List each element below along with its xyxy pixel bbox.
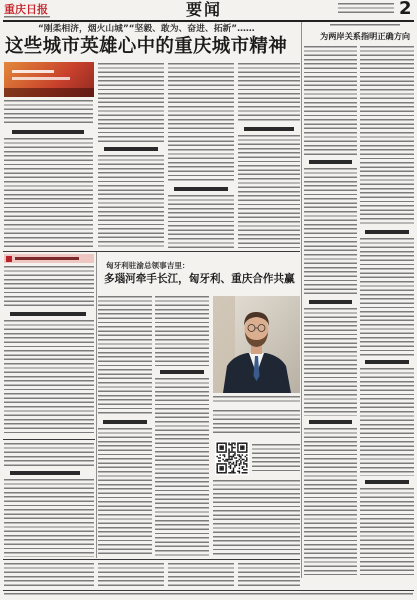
side-article-text [4,443,94,467]
qr-module [221,447,222,448]
qr-module [222,463,223,464]
qr-module [239,463,240,464]
qr-module [225,450,226,451]
qr-module [221,472,222,473]
qr-module [228,451,229,452]
qr-module [216,472,217,473]
qr-module [239,471,240,472]
qr-module [216,451,217,452]
qr-module [243,451,244,452]
qr-module [234,454,235,455]
qr-module [216,442,217,443]
qr-module [228,442,229,443]
qr-module [228,448,229,449]
qr-module [221,468,222,469]
qr-module [242,448,243,449]
qr-module [243,462,244,463]
qr-module [231,450,232,451]
qr-module [216,466,217,467]
qr-module [216,469,217,470]
qr-module [243,463,244,464]
qr-module [219,448,220,449]
qr-module [224,451,225,452]
qr-module [230,451,231,452]
qr-module [234,451,235,452]
qr-module [242,454,243,455]
qr-module [239,459,240,460]
qr-module [240,463,241,464]
right-column-rule [301,22,302,578]
qr-module [246,448,247,449]
qr-code-icon [215,441,249,475]
qr-module [231,471,232,472]
qr-module [228,459,229,460]
qr-module [243,459,244,460]
qr-module [234,442,235,443]
lead-article-banner-image [4,62,94,97]
qr-module [216,444,217,445]
feature-article-headline: 多瑙河牵手长江，匈牙利、重庆合作共赢 [104,273,295,285]
qr-module [228,457,229,458]
qr-module [240,462,241,463]
feature-article-text [98,428,152,557]
qr-module [246,472,247,473]
qr-module [237,448,238,449]
qr-module [221,448,222,449]
qr-module [218,460,219,461]
qr-module [225,471,226,472]
qr-module [228,456,229,457]
qr-module [242,459,243,460]
qr-module [246,460,247,461]
qr-module [236,463,237,464]
qr-module [231,451,232,452]
qr-module [242,472,243,473]
qr-module [225,451,226,452]
qr-module [246,447,247,448]
qr-module [225,459,226,460]
lead-article-text [4,100,93,126]
qr-module [237,447,238,448]
qr-module [230,462,231,463]
lead-article-subhead [174,187,228,191]
qr-module [246,469,247,470]
right-column-text [360,238,414,356]
qr-module [240,457,241,458]
qr-module [225,460,226,461]
qr-module [246,445,247,446]
qr-module [216,463,217,464]
qr-module [233,468,234,469]
qr-module [237,471,238,472]
qr-module [216,447,217,448]
qr-module [237,460,238,461]
qr-module [222,447,223,448]
right-column-text [304,168,357,296]
qr-module [239,451,240,452]
qr-module [231,447,232,448]
qr-module [225,445,226,446]
qr-module [246,466,247,467]
qr-module [231,442,232,443]
qr-module [234,457,235,458]
qr-module [234,447,235,448]
column-label-bar [4,254,94,263]
qr-module [239,472,240,473]
qr-module [225,466,226,467]
qr-module [224,442,225,443]
qr-module [231,459,232,460]
qr-module [225,468,226,469]
qr-module [243,448,244,449]
qr-module [230,468,231,469]
qr-module [219,463,220,464]
qr-module [221,466,222,467]
qr-module [234,465,235,466]
qr-module [225,442,226,443]
right-column-text [360,488,414,575]
qr-module [240,456,241,457]
right-column-subhead [309,160,352,164]
qr-module [231,444,232,445]
banner-skyline [4,88,94,97]
feature-article-subhead [160,370,204,374]
qr-module [219,442,220,443]
qr-module [222,469,223,470]
qr-module [239,465,240,466]
qr-module [246,463,247,464]
qr-module [246,457,247,458]
qr-module [242,445,243,446]
qr-module [234,444,235,445]
qr-module [246,444,247,445]
qr-module [225,465,226,466]
feature-column-rule [96,252,97,558]
qr-module [240,451,241,452]
qr-module [219,447,220,448]
column-label-text [15,257,79,260]
feature-article-text [155,296,209,366]
qr-module [228,444,229,445]
page-number: 2 [399,0,412,19]
feature-article-text [98,296,152,416]
qr-module [219,445,220,446]
lead-article-text [98,155,164,248]
qr-module [240,448,241,449]
feature-article-subhead [103,420,147,424]
qr-module [236,465,237,466]
feature-column-text [4,320,94,436]
qr-module [240,442,241,443]
qr-module [233,447,234,448]
qr-module [243,442,244,443]
right-column-subhead [309,420,352,424]
qr-module [239,442,240,443]
qr-module [233,471,234,472]
qr-module [230,459,231,460]
qr-module [237,445,238,446]
lead-article-text [4,138,93,248]
feature-article-kicker: 匈牙利驻渝总领事吉里： [106,261,190,270]
qr-module [246,454,247,455]
section-divider [3,251,300,252]
qr-module [237,450,238,451]
qr-module [228,453,229,454]
qr-module [245,460,246,461]
qr-module [245,472,246,473]
qr-module [245,456,246,457]
qr-module [233,454,234,455]
footer-rule [3,590,414,591]
qr-module [243,466,244,467]
lead-article-subhead [244,127,294,131]
lead-article-text [168,63,234,183]
lead-article-headline: 这些城市英雄心中的重庆城市精神 [5,36,288,57]
qr-module [219,460,220,461]
qr-module [242,442,243,443]
side-article-text [4,479,94,557]
masthead-subline [4,16,50,19]
qr-module [219,472,220,473]
qr-module [216,448,217,449]
masthead-rule [3,20,414,22]
qr-module [221,442,222,443]
qr-module [230,444,231,445]
qr-module [233,442,234,443]
qr-module [218,472,219,473]
qr-module [243,469,244,470]
lead-article-text [238,135,300,248]
qr-module [237,444,238,445]
qr-module [236,460,237,461]
qr-module [231,463,232,464]
qr-module [228,463,229,464]
qr-module [218,457,219,458]
qr-module [243,445,244,446]
qr-module [240,460,241,461]
feature-column-divider [3,439,95,440]
qr-module [228,466,229,467]
qr-code-caption [252,444,300,474]
bottom-article-text [4,563,94,589]
qr-module [233,469,234,470]
feature-column-subhead [10,312,86,316]
qr-module [239,454,240,455]
qr-module [225,444,226,445]
qr-module [246,451,247,452]
qr-module [222,459,223,460]
column-label-mark [6,256,12,262]
bottom-band-divider [3,559,300,560]
qr-module [233,463,234,464]
qr-module [236,462,237,463]
qr-module [242,451,243,452]
qr-module [231,445,232,446]
qr-module [230,456,231,457]
right-column-subhead [365,230,409,234]
bottom-article-text [98,563,164,589]
bottom-article-text [168,563,234,589]
qr-module [246,459,247,460]
masthead-logo: 重庆日报 [4,3,48,16]
qr-module [246,442,247,443]
qr-module [222,466,223,467]
qr-module [240,447,241,448]
qr-module [218,442,219,443]
qr-module [230,466,231,467]
qr-module [246,450,247,451]
qr-module [240,445,241,446]
qr-module [231,448,232,449]
qr-module [222,442,223,443]
qr-module [245,451,246,452]
qr-module [246,465,247,466]
qr-module [224,463,225,464]
lead-article-kicker: “刚柔相济，烟火山城”“坚毅、敢为、奋进、拓新”…… [38,24,255,34]
qr-module [233,462,234,463]
qr-module [233,472,234,473]
bottom-article-text [238,563,300,589]
qr-module [219,457,220,458]
qr-module [222,451,223,452]
qr-module [245,463,246,464]
right-column-text [304,46,357,156]
qr-module [234,466,235,467]
qr-module [231,472,232,473]
qr-module [221,445,222,446]
qr-module [239,456,240,457]
banner-caption-line [12,77,70,80]
qr-module [216,468,217,469]
qr-module [230,472,231,473]
qr-module [224,456,225,457]
lead-article-text [98,63,164,143]
photo-caption [213,396,300,404]
qr-module [237,442,238,443]
consul-portrait-photo [213,296,300,393]
qr-module [243,447,244,448]
qr-module [218,463,219,464]
qr-module [242,466,243,467]
lead-article-text [238,63,300,123]
qr-module [231,456,232,457]
footer-print-info [4,593,413,596]
right-column-kicker [330,24,400,28]
qr-module [222,472,223,473]
qr-module [245,442,246,443]
qr-module [216,456,217,457]
right-column-subhead [309,300,352,304]
qr-module [228,462,229,463]
feature-article-text [213,410,300,436]
qr-module [233,451,234,452]
qr-module [221,469,222,470]
qr-module [237,451,238,452]
issue-date-info [338,3,394,13]
qr-module [218,451,219,452]
qr-module [222,445,223,446]
qr-module [231,457,232,458]
qr-module [216,450,217,451]
qr-module [227,459,228,460]
qr-module [219,454,220,455]
lead-article-text [168,195,234,248]
qr-module [234,453,235,454]
qr-module [239,468,240,469]
qr-module [222,454,223,455]
banner-caption-line [12,70,54,73]
qr-module [225,469,226,470]
feature-column-text [4,266,94,308]
qr-module [237,454,238,455]
qr-module [224,460,225,461]
qr-module [219,466,220,467]
qr-module [222,448,223,449]
qr-module [224,472,225,473]
qr-module [225,448,226,449]
qr-module [216,465,217,466]
qr-module [216,445,217,446]
feature-article-text [213,480,300,557]
qr-module [242,447,243,448]
lead-article-subhead [12,130,84,134]
lead-article-subhead [104,147,158,151]
section-title: 要闻 [186,0,223,19]
qr-module [216,471,217,472]
right-column-headline: 为两岸关系指明正确方向 [320,31,411,41]
qr-module [228,450,229,451]
qr-module [219,451,220,452]
right-column-text [304,308,357,416]
qr-module [225,447,226,448]
qr-module [236,457,237,458]
qr-module [243,472,244,473]
qr-module [219,469,220,470]
qr-module [242,468,243,469]
qr-module [221,451,222,452]
qr-module [225,472,226,473]
qr-module [228,472,229,473]
qr-module [222,468,223,469]
right-column-text [360,46,414,226]
qr-module [221,463,222,464]
right-column-subhead [365,360,409,364]
qr-module [234,472,235,473]
qr-module [245,469,246,470]
qr-module [233,456,234,457]
right-column-text [304,428,357,575]
qr-module [224,454,225,455]
feature-article-text [155,378,209,557]
side-article-subhead [10,471,80,475]
qr-module [225,463,226,464]
qr-module [230,465,231,466]
qr-module [228,454,229,455]
right-column-subhead [365,480,409,484]
right-column-text [360,368,414,476]
qr-module [227,460,228,461]
qr-module [219,468,220,469]
